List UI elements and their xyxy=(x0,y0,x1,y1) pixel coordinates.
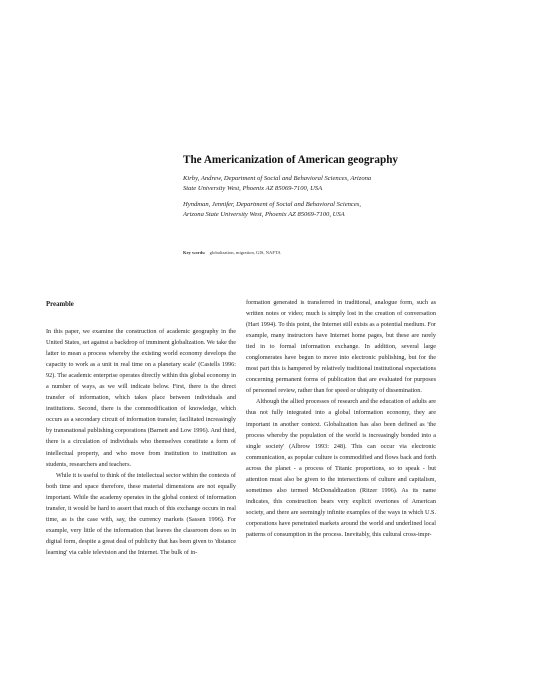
author-1-line-1: Kirby, Andrew, Department of Social and Behavioral Sciences, Arizona xyxy=(183,175,372,182)
keywords-label: Key words: xyxy=(183,250,206,255)
author-2-line-2: Arizona State University West, Phoenix AZ 85069-7100, USA xyxy=(183,210,345,218)
article-title: The Americanization of American geography xyxy=(183,154,399,166)
left-column xyxy=(46,299,236,558)
author-2-line-1: Hyndman, Jennifer, Department of Social and Behavioral Sciences, xyxy=(183,201,361,208)
right-paragraph-1: formation generated is transferred in traditional, analogue form, such as written notes or video; much is simply lost in the creation of conversation (Hart 1994). To this point, the Internet still exists as a potential medium. For example, many instructors have Internet home pages, but these are rarely tied in to formal information exchange. In addition, several large conglomerates have begun to move into electronic publishing, but for the most part this is hampered by relatively traditional institutional expectations concerning permanent forms of publication that are evaluated for purposes of personnel review, rather than for speed or ubiquity of dissemination. xyxy=(246,299,436,395)
keywords-list: globalization, migration, GIS, NAFTA xyxy=(209,250,281,255)
author-affiliation-1 xyxy=(183,174,483,193)
right-column xyxy=(246,297,436,540)
author-1-line-2: State University West, Phoenix AZ 85069-7100, USA xyxy=(183,184,323,192)
keywords-line xyxy=(183,250,483,255)
right-paragraph-2: Although the allied processes of research and the education of adults are thus not fully integrated into a global information economy, they are important in another context. Globalization has also been defined as 'the process whereby the population of the world is increasingly bonded into a single society' (Albrow 1993: 248). This can occur via electronic communication, as popular culture is commodified and flows back and forth across the planet - a process of Titanic proportions, so to speak - but attention must also be given to the intersections of culture and capitalism, sometimes also termed McDonaldization (Ritzer 1996). As its name indicates, this construction bears very explicit overtones of American society, and there are seemingly infinite examples of the ways in which U.S. corporations have penetrated markets around the world and underlined local patterns of consumption in the process. Inevitably, this cultural cross-impr- xyxy=(246,398,436,538)
left-paragraph-1: In this paper, we examine the construction of academic geography in the United States, set against a backdrop of imminent globalization. We take the latter to mean a process whereby the existing world economy develops the capacity to work as a unit in real time on a planetary scale' (Castells 1996: 92). The academic enterprise operates directly within this global economy in a number of ways, as we will indicate below. First, there is the direct transfer of information, which takes place between individuals and institutions. Second, there is the commodification of knowledge, which occurs as a secondary circuit of information transfer, facilitated increasingly by transnational publishing corporations (Barnett and Low 1996). And third, there is a circulation of individuals who themselves constitute a form of intellectual property, and who move from institution to institution as students, researchers and teachers. xyxy=(46,328,236,468)
left-paragraph-2: While it is useful to think of the intellectual sector within the contexts of both time and space therefore, these material dimensions are not equally important. While the academy operates in the global context of information transfer, it would be hard to assert that much of this exchange occurs in real time, as is the case with, say, the currency markets (Sassen 1996). For example, very little of the information that leaves the classroom does so in digital form, despite a great deal of publicity that has been given to 'distance learning' via cable television and the Internet. The bulk of in- xyxy=(46,471,236,556)
section-heading: Preamble xyxy=(46,301,74,308)
author-affiliation-2 xyxy=(183,200,483,219)
